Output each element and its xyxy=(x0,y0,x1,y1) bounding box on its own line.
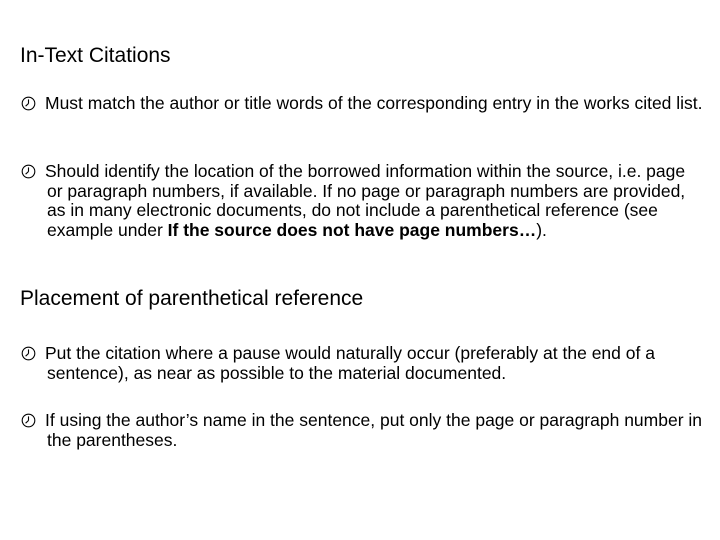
clock-icon xyxy=(21,346,36,361)
section-heading-in-text-citations: In-Text Citations xyxy=(20,44,171,67)
clock-icon xyxy=(21,413,36,428)
bullet-item xyxy=(21,411,703,450)
bullet-item xyxy=(21,344,703,383)
bullet-item xyxy=(21,94,703,114)
clock-icon xyxy=(21,96,36,111)
bullet-text-bold: If the source does not have page numbers… xyxy=(167,219,537,240)
section-heading-placement: Placement of parenthetical reference xyxy=(20,287,364,310)
bullet-text: Should identify the location of the borrowed information within the source, i.e. page or paragraph numbers, if available. If no page or paragraph numbers are provided, as in many electronic documents, do not include a parenthetical reference (see example under xyxy=(45,161,686,240)
bullet-text: If using the author’s name in the sentence, put only the page or paragraph number in the parentheses. xyxy=(45,410,703,450)
bullet-item xyxy=(21,162,703,240)
bullet-text: Put the citation where a pause would naturally occur (preferably at the end of a sentence), as near as possible to the material documented. xyxy=(45,343,655,383)
bullet-text: Must match the author or title words of the corresponding entry in the works cited list. xyxy=(45,93,703,113)
clock-icon xyxy=(21,164,36,179)
bullet-text-suffix: ). xyxy=(536,219,547,240)
